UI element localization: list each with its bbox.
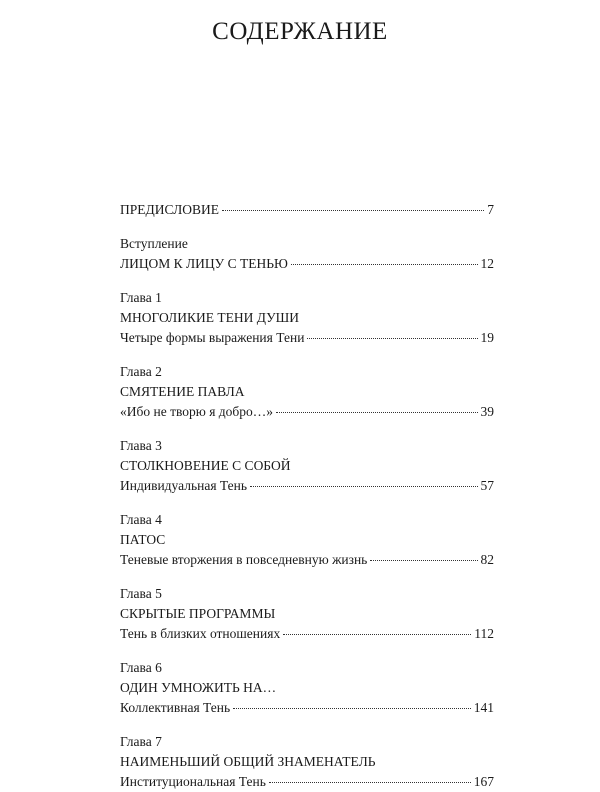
toc-entry-subtitle: «Ибо не творю я добро…» xyxy=(120,404,274,419)
toc-entry-label: Глава 4 xyxy=(120,512,162,527)
toc-leader-line xyxy=(120,328,494,348)
dot-leader xyxy=(291,264,478,265)
toc-entry-subtitle: Теневые вторжения в повседневную жизнь xyxy=(120,552,368,567)
dot-leader xyxy=(307,338,477,339)
toc-page-number: 82 xyxy=(480,552,494,567)
dot-leader xyxy=(370,560,477,561)
toc-entry-label: Глава 6 xyxy=(120,660,162,675)
toc-entry-title: НАИМЕНЬШИЙ ОБЩИЙ ЗНАМЕНАТЕЛЬ xyxy=(120,754,376,769)
toc-entry-chapter-6[interactable] xyxy=(120,658,494,718)
toc-entry-subtitle: Индивидуальная Тень xyxy=(120,478,248,493)
toc-entry-introduction[interactable] xyxy=(120,234,494,274)
toc-entry-chapter-5[interactable] xyxy=(120,584,494,644)
toc-page-number: 57 xyxy=(480,478,494,493)
toc-entry-chapter-1[interactable] xyxy=(120,288,494,348)
toc-leader-line xyxy=(120,254,494,274)
toc-leader-line xyxy=(120,200,494,220)
toc-leader-line xyxy=(120,402,494,422)
toc-page-number: 167 xyxy=(473,774,494,789)
toc-entry-label: Вступление xyxy=(120,236,188,251)
toc-leader-line xyxy=(120,476,494,496)
toc-entry-preface[interactable] xyxy=(120,200,494,220)
toc-leader-line xyxy=(120,772,494,792)
toc-entry-title: ПАТОС xyxy=(120,532,166,547)
toc-entry-title: СМЯТЕНИЕ ПАВЛА xyxy=(120,384,245,399)
toc-entry-label: Глава 3 xyxy=(120,438,162,453)
toc-leader-line xyxy=(120,698,494,718)
toc-leader-line xyxy=(120,624,494,644)
toc-entry-chapter-4[interactable] xyxy=(120,510,494,570)
toc-entry-title: СТОЛКНОВЕНИЕ С СОБОЙ xyxy=(120,458,291,473)
table-of-contents xyxy=(120,200,494,792)
toc-entry-chapter-3[interactable] xyxy=(120,436,494,496)
toc-leader-line xyxy=(120,550,494,570)
toc-page-number: 7 xyxy=(487,202,494,217)
toc-entry-subtitle: Тень в близких отношениях xyxy=(120,626,281,641)
toc-page-number: 19 xyxy=(480,330,494,345)
toc-page-number: 12 xyxy=(480,256,494,271)
toc-entry-subtitle: Институциональная Тень xyxy=(120,774,266,789)
toc-entry-chapter-7[interactable] xyxy=(120,732,494,792)
toc-entry-title: СКРЫТЫЕ ПРОГРАММЫ xyxy=(120,606,276,621)
toc-entry-chapter-2[interactable] xyxy=(120,362,494,422)
toc-entry-label: Глава 1 xyxy=(120,290,162,305)
toc-entry-title: ПРЕДИСЛОВИЕ xyxy=(120,202,220,217)
dot-leader xyxy=(269,782,471,783)
toc-entry-title: МНОГОЛИКИЕ ТЕНИ ДУШИ xyxy=(120,310,299,325)
page-title: СОДЕРЖАНИЕ xyxy=(212,18,388,45)
dot-leader xyxy=(276,412,477,413)
toc-entry-label: Глава 5 xyxy=(120,586,162,601)
toc-page-number: 141 xyxy=(473,700,494,715)
dot-leader xyxy=(233,708,471,709)
dot-leader xyxy=(283,634,471,635)
toc-page-number: 39 xyxy=(480,404,494,419)
toc-entry-subtitle: Коллективная Тень xyxy=(120,700,231,715)
dot-leader xyxy=(222,210,484,211)
toc-entry-subtitle: Четыре формы выражения Тени xyxy=(120,330,305,345)
toc-entry-title: ЛИЦОМ К ЛИЦУ С ТЕНЬЮ xyxy=(120,256,288,271)
toc-entry-label: Глава 7 xyxy=(120,734,162,749)
toc-entry-label: Глава 2 xyxy=(120,364,162,379)
toc-page-number: 112 xyxy=(474,626,494,641)
dot-leader xyxy=(250,486,477,487)
toc-entry-title: ОДИН УМНОЖИТЬ НА… xyxy=(120,680,277,695)
